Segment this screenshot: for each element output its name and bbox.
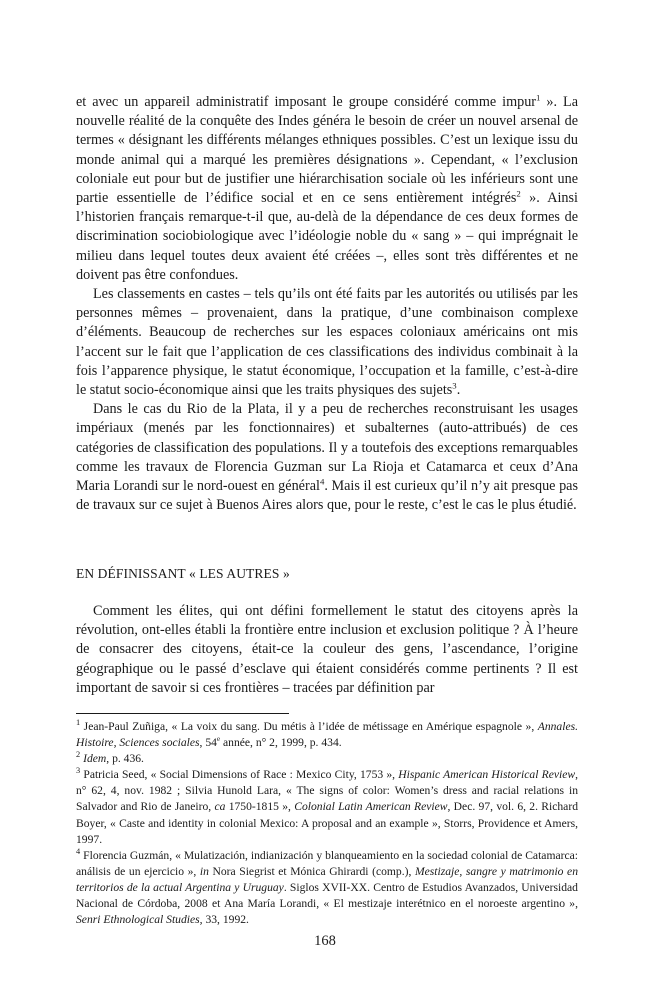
footnote-separator: [76, 713, 289, 714]
section-heading: EN DÉFINISSANT « LES AUTRES »: [76, 566, 290, 581]
paragraph-1: et avec un appareil administratif imposant le groupe considéré comme impur$^1$ ». La nouvelle réalité de la conquête des Indes généra le besoin de créer un nouvel arsenal de termes « désignant les différents mélanges ethniques possibles. C’est un lexique issu du monde animal qui a marqué les premières désignations ». Cependant, « l’exclusion coloniale eut pour but de justifier une hiérarchisation sociale où les inférieurs sont une partie essentielle de l’édifice social et en ce sens entièrement intégrés$^2$ ». Ainsi l’historien français remarque-t-il que, au-delà de la dépendance de ces deux formes de discrimination sociobiologique avec l’idéologie noble du « sang » – qui imprégnait le milieu dans lequel toutes deux avaient été créées –, elles sont très différentes et ne doivent pas être confondues.: [76, 92, 578, 283]
footnote-ref-3: 3: [452, 380, 457, 391]
footnote-ref-1: 1: [536, 92, 541, 103]
paragraph-3: Dans le cas du Rio de la Plata, il y a peu de recherches reconstruisant les usages impériaux (menés par les fonctionnaires) et subalternes (auto-attribués) de ces catégories de classification des populations. Il y a toutefois des exceptions remarquables comme les travaux de Florencia Guzman sur La Rioja et Catamarca et ceux d’Ana Maria Lorandi sur le nord-ouest en général$^4$. Mais il est curieux qu’il n’y ait presque pas de travaux sur ce sujet à Buenos Aires alors que, pour le reste, c’est le cas le plus étudié.: [76, 401, 578, 514]
section-paragraph-1: Comment les élites, qui ont défini formellement le statut des citoyens après la révolution, ont-elles établi la frontière entre inclusion et exclusion politique ? À l’heure de consacrer des citoyens, était-ce la couleur des gens, l’ascendance, l’origine géographique ou le passé d’esclave qui étaient considérés comme pertinents ? Il est important de savoir si ces frontières – tracées par définition par: [76, 603, 578, 696]
footnote-3: $^3$ Patricia Seed, « Social Dimensions of Race : Mexico City, 1753 », Hispanic American Historical Review, n° 62, 4, nov. 1982 ; Silvia Hunold Lara, « The signs of color: Women’s dress and racial relations in Salvador and Rio de Janeiro, ca 1750-1815 », Colonial Latin American Review, Dec. 97, vol. 6, 2. Richard Boyer, « Caste and identity in colonial Mexico: A proposal and an example », Storrs, Providence et Amers, 1997.: [76, 766, 578, 846]
footnote-4: $^4$ Florencia Guzmán, « Mulatización, indianización y blanqueamiento en la sociedad colonial de Catamarca: análisis de un ejercicio », in Nora Siegrist et Mónica Ghirardi (comp.), Mestizaje, sangre y matrimonio en territorios de la actual Argentina y Uruguay. Siglos XVII-XX. Centro de Estudios Avanzados, Universidad Nacional de Córdoba, 2008 et Ana María Lorandi, « El mestizaje interétnico en el noroeste argentino », Senri Ethnological Studies, 33, 1992.: [76, 846, 579, 927]
footnotes: [76, 719, 578, 928]
section-body-text: [76, 602, 578, 698]
footnote-1: $^1$ Jean-Paul Zuñiga, « La voix du sang. Du métis à l’idée de métissage en Amérique espagnole », Annales. Histoire, Sciences sociales, 54e année, n° 2, 1999, p. 434.: [76, 718, 578, 750]
footnote-2: $^2$ Idem, p. 436.: [76, 750, 144, 766]
footnote-ref-2: 2: [516, 188, 521, 199]
page-number: 168: [314, 933, 336, 949]
paragraph-2: Les classements en castes – tels qu’ils ont été faits par les autorités ou utilisés par les personnes mêmes – provenaient, dans la pratique, d’une combinaison complexe d’éléments. Beaucoup de recherches sur les espaces coloniaux américains ont mis l’accent sur le fait que l’application de ces classifications des individus combinait à la fois l’apparence physique, le statut économique, l’occupation et la famille, c’est-à-dire le statut socio-économique ainsi que les traits physiques des sujets$^3$.: [76, 286, 578, 399]
body-text: [76, 93, 578, 515]
footnote-ref-4: 4: [319, 476, 325, 487]
